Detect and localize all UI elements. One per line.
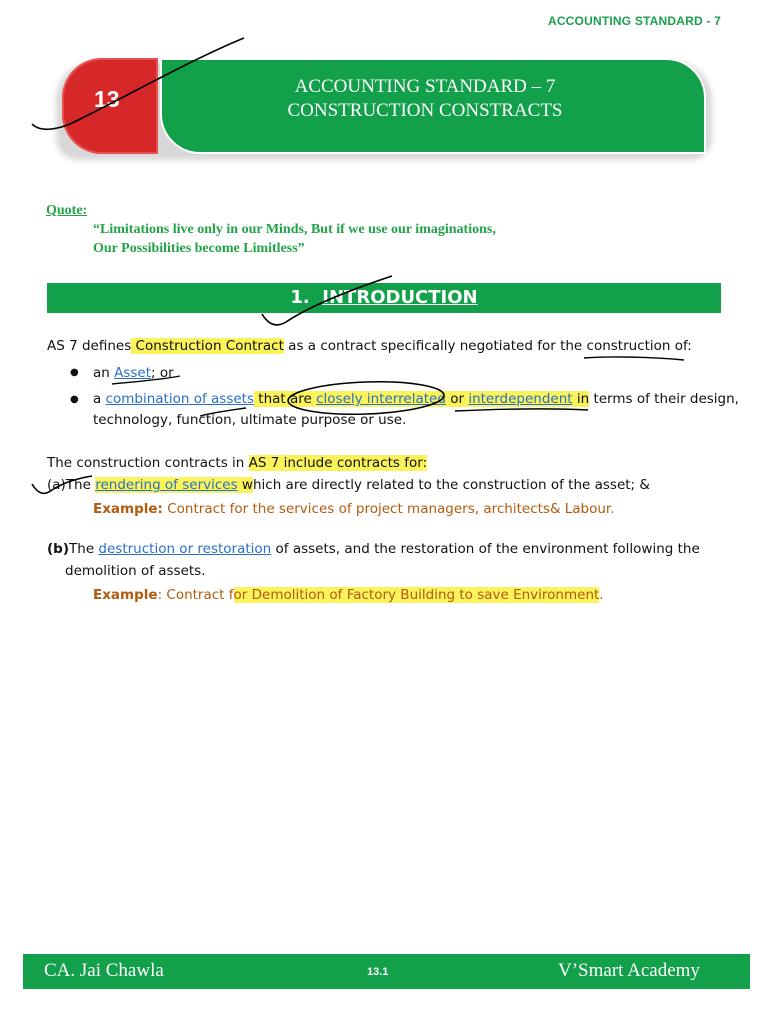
footer-author: CA. Jai Chawla [44, 960, 164, 981]
bullet-item-combination-cont: technology, function, ultimate purpose or use. [93, 412, 407, 428]
section-heading [47, 283, 721, 313]
item-b-example [93, 584, 604, 603]
highlight-text: w [237, 477, 253, 493]
rendering-of-services-link[interactable]: rendering of services [95, 477, 238, 493]
highlight-text: that are [254, 391, 317, 407]
item-a-example [93, 498, 615, 517]
example-highlight: or Demolition of Factory Building to save Environment [233, 587, 600, 603]
example-text: : Contract f [157, 587, 234, 603]
highlight-construction-contract: Construction Contract [131, 338, 284, 354]
bullet-dot: ● [70, 367, 79, 378]
item-b-label: (b) [47, 541, 70, 557]
footer-academy: V’Smart Academy [558, 960, 700, 981]
section-number: 1. [290, 287, 310, 308]
chapter-title-line1: ACCOUNTING STANDARD – 7 [294, 76, 556, 97]
bullet-text: an [93, 365, 115, 381]
page-number: 13.1 [367, 966, 389, 978]
example-text: Contract for the services of project managers, architects& Labour. [162, 501, 615, 517]
example-text-end: . [599, 587, 604, 603]
header-tag: ACCOUNTING STANDARD - 7 [547, 14, 721, 28]
bullet-item-combination [93, 391, 739, 407]
highlight-text: or [445, 391, 469, 407]
intro-text: AS 7 defines [47, 338, 132, 354]
highlight-as7-include: AS 7 include contracts for: [248, 455, 428, 471]
closely-interrelated-link[interactable]: closely interrelated [316, 391, 446, 407]
chapter-title-line2: CONSTRUCTION CONSTRACTS [287, 100, 563, 121]
item-a [47, 477, 650, 493]
interdependent-link[interactable]: interdependent [468, 391, 573, 407]
item-b-text: The [69, 541, 99, 557]
intro-text-rest: as a contract specifically negotiated for the construction of: [283, 338, 692, 354]
item-b-text-rest: of assets, and the restoration of the environment following the [271, 541, 700, 557]
section-title: INTRODUCTION [322, 287, 478, 308]
chapter-number: 13 [94, 86, 120, 112]
contracts-include-paragraph [47, 455, 427, 471]
quote-label: Quote: [46, 203, 88, 218]
asset-link[interactable]: Asset [114, 365, 152, 381]
item-a-label: (a)The [47, 477, 96, 493]
bullet-text: a [93, 391, 106, 407]
item-a-text: hich are directly related to the construction of the asset; & [252, 477, 650, 493]
pen-underline-interdependent [455, 409, 588, 411]
combination-of-assets-link[interactable]: combination of assets [105, 391, 254, 407]
bullet-item-asset [93, 365, 174, 381]
pen-underline-construction [584, 357, 684, 360]
paragraph-text: The construction contracts in [47, 455, 249, 471]
bullet-text-end: ; or [151, 365, 174, 381]
intro-paragraph [47, 338, 692, 354]
quote-line-2: Our Possibilities become Limitless” [93, 241, 305, 256]
bullet-dot: ● [70, 394, 79, 405]
item-b [47, 541, 700, 557]
bullet-text-end: terms of their design, [589, 391, 739, 407]
destruction-or-restoration-link[interactable]: destruction or restoration [98, 541, 272, 557]
example-label: Example: [93, 501, 163, 517]
highlight-text: in [572, 391, 590, 407]
example-label: Example [93, 587, 158, 603]
quote-line-1: “Limitations live only in our Minds, But if we use our imaginations, [93, 222, 496, 237]
item-b-cont: demolition of assets. [65, 563, 206, 579]
